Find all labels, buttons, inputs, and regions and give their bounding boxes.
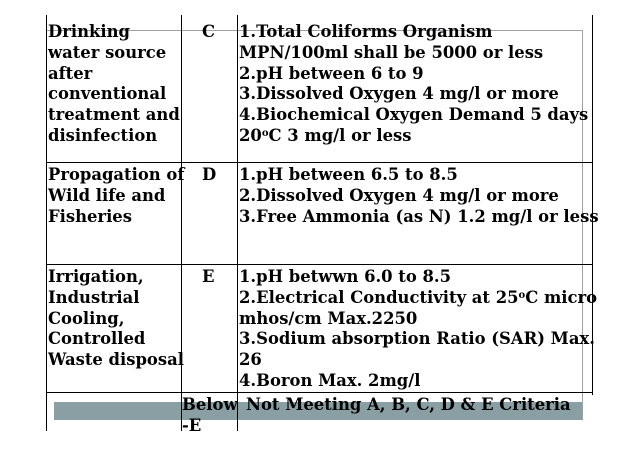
row-divider [46,392,593,393]
criteria-cell-below-e: Not Meeting A, B, C, D & E Criteria [246,395,571,414]
criteria-line: 4.Boron Max. 2mg/l [239,370,421,390]
use-cell-d [48,165,184,227]
use-line: Industrial [48,287,140,307]
class-cell-c: C [202,22,216,41]
use-line: Cooling, [48,308,125,328]
class-line: -E [182,415,202,435]
use-line: Controlled [48,329,146,349]
criteria-line: 3.Dissolved Oxygen 4 mg/l or more [239,84,559,104]
class-cell-d: D [202,165,217,184]
use-line: after [48,63,93,83]
criteria-line: 1.pH betwwn 6.0 to 8.5 [239,267,452,286]
use-line: Wild life and [48,185,166,205]
criteria-line: 20$^o$C 3 mg/l or less [239,125,412,145]
criteria-line: 1.pH between 6.5 to 8.5 [239,165,458,184]
use-line: Waste disposal [48,350,184,370]
use-line: water source [48,42,167,62]
criteria-line: 26 [239,350,262,370]
use-line: Propagation of [48,165,185,184]
use-line: Irrigation, [48,267,144,286]
table-border-left [46,15,47,431]
criteria-line: 1.Total Coliforms Organism [239,22,493,41]
criteria-line: 2.pH between 6 to 9 [239,63,424,83]
criteria-cell-c [239,22,588,147]
criteria-line: MPN/100ml shall be 5000 or less [239,42,544,62]
class-cell-below-e [182,395,238,437]
use-cell-c [48,22,180,147]
column-divider [237,15,238,431]
criteria-line: 3.Free Ammonia (as N) 1.2 mg/l or less [239,206,599,226]
use-cell-e [48,267,184,371]
criteria-cell-d [239,165,599,227]
criteria-line: 3.Sodium absorption Ratio (SAR) Max. [239,329,595,349]
criteria-line: 4.Biochemical Oxygen Demand 5 days [239,105,589,125]
row-divider [46,264,593,265]
class-cell-e: E [202,267,215,286]
criteria-line: 2.Electrical Conductivity at 25$^o$C micro [239,287,598,307]
criteria-cell-e [239,267,597,392]
criteria-line: mhos/cm Max.2250 [239,308,418,328]
criteria-line: 2.Dissolved Oxygen 4 mg/l or more [239,185,559,205]
use-line: Fisheries [48,206,132,226]
use-line: treatment and [48,105,180,125]
use-line: conventional [48,84,167,104]
use-line: Drinking [48,22,130,41]
class-line: Below [182,395,238,414]
use-line: disinfection [48,125,158,145]
row-divider [46,162,593,163]
